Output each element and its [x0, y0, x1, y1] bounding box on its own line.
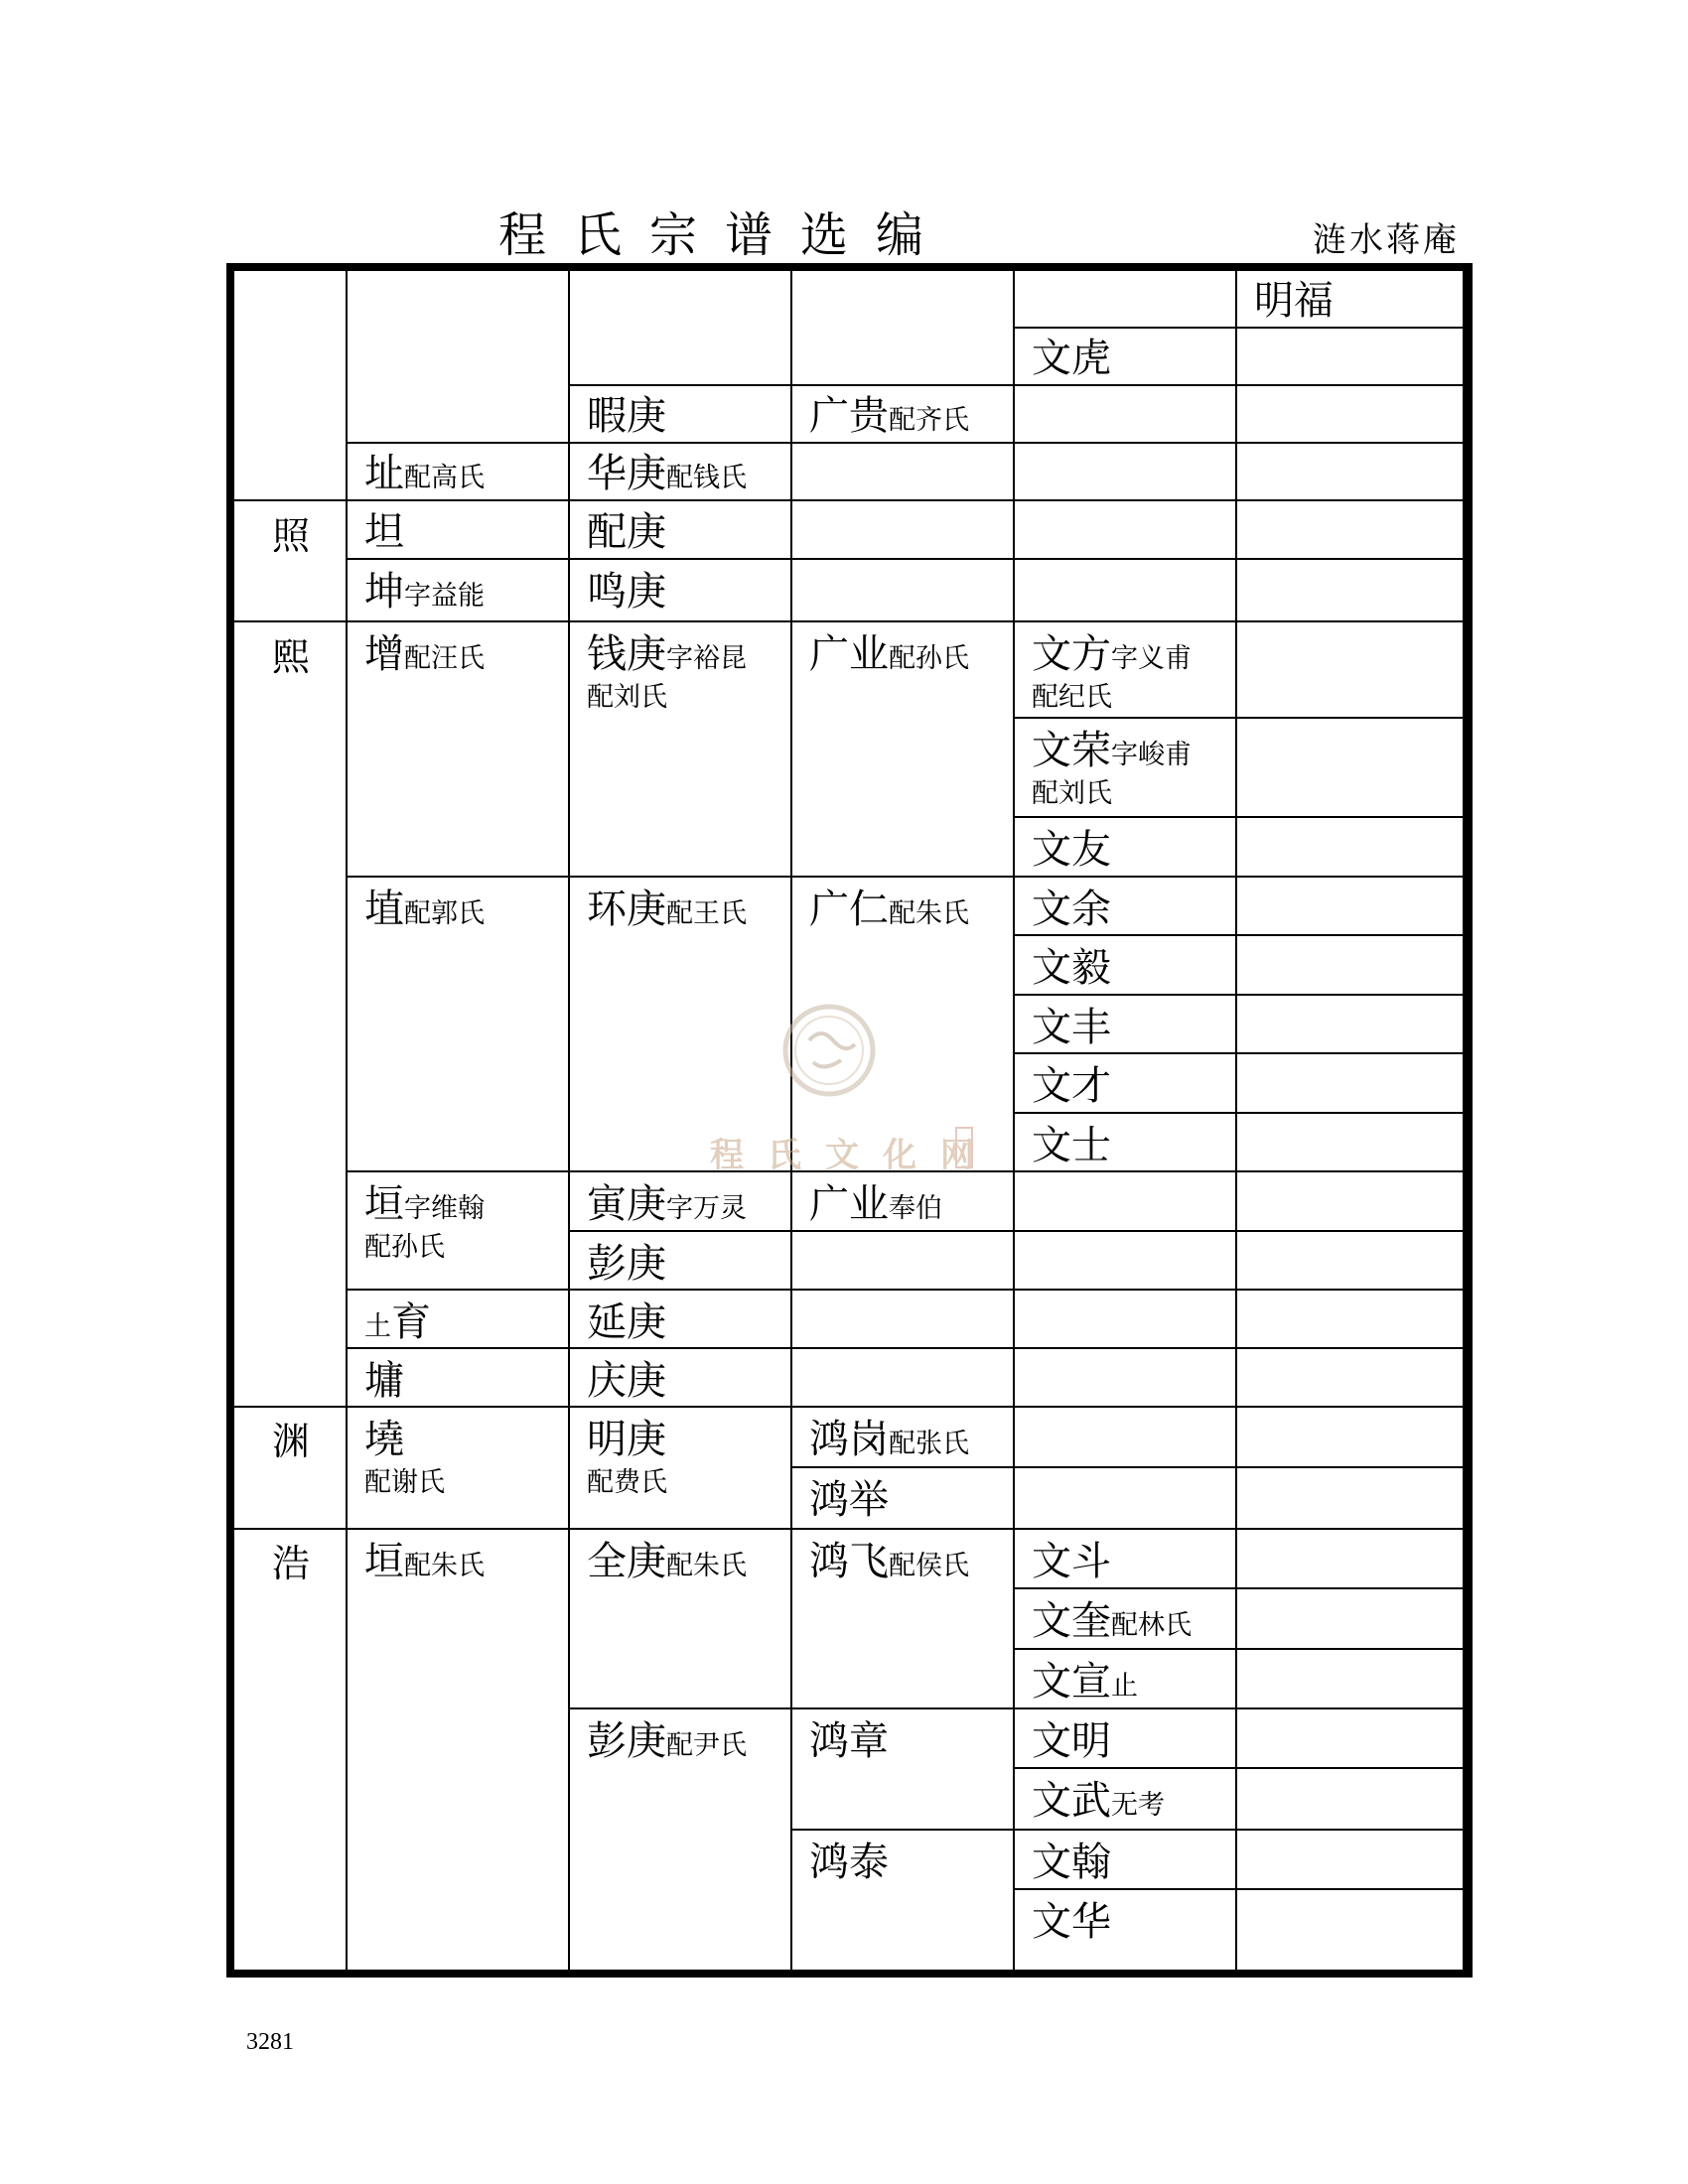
entry-name: 鸿岗 [809, 1417, 889, 1462]
entry-note: 配孙氏 [889, 643, 969, 674]
entry-name: 暇庚 [587, 393, 666, 439]
genealogy-entry [809, 1417, 969, 1462]
entry-note-line2: 配孙氏 [364, 1232, 445, 1263]
cell [1237, 1291, 1465, 1349]
cell [1237, 386, 1465, 444]
entry-note: 配朱氏 [404, 1551, 485, 1581]
cell [234, 1530, 348, 1970]
cell [792, 1291, 1015, 1349]
watermark [710, 1001, 998, 1175]
entry-name: 文荣 [1032, 728, 1111, 773]
entry-name: 文翰 [1032, 1840, 1111, 1885]
entry-name: 文华 [1032, 1899, 1111, 1945]
entry-note-line2: 配谢氏 [364, 1467, 445, 1498]
entry-note: 配高氏 [404, 463, 485, 493]
cell [1237, 1172, 1465, 1232]
cell [1237, 1114, 1465, 1172]
cell [1237, 1769, 1465, 1831]
generation-1-name: 熙 [272, 635, 311, 679]
entry-name: 文余 [1032, 887, 1111, 932]
entry-name: 鸿举 [809, 1477, 889, 1523]
genealogy-entry [587, 569, 666, 614]
cell [792, 560, 1015, 622]
genealogy-entry [587, 451, 747, 496]
genealogy-entry [587, 631, 747, 677]
entry-name: 文宣 [1032, 1659, 1111, 1705]
entry-name: 鸣庚 [587, 569, 666, 614]
entry-name: 华庚 [587, 451, 666, 496]
cell [1015, 560, 1237, 622]
genealogy-entry [1032, 1063, 1111, 1109]
entry-name: 广贵 [809, 393, 889, 439]
genealogy-entry [809, 887, 969, 932]
cell [1237, 1650, 1465, 1709]
genealogy-entry [1032, 1539, 1111, 1584]
entry-name: 寅庚 [587, 1181, 666, 1227]
genealogy-entry [1032, 1005, 1111, 1050]
genealogy-entry [587, 1299, 666, 1345]
cell [1015, 1232, 1237, 1291]
entry-note: 字裕昆 [666, 643, 747, 674]
genealogy-entry [1254, 278, 1334, 324]
entry-note-line2: 配费氏 [587, 1467, 667, 1498]
entry-note: 配侯氏 [889, 1551, 969, 1581]
genealogy-entry [587, 1241, 666, 1287]
cell [792, 1232, 1015, 1291]
entry-name: 文奎 [1032, 1598, 1111, 1644]
cell [234, 271, 348, 501]
entry-note: 配尹氏 [666, 1730, 747, 1761]
entry-name: 文士 [1032, 1123, 1111, 1168]
entry-name: 广仁 [809, 887, 889, 932]
entry-name: 增 [364, 631, 404, 677]
cell [1237, 1709, 1465, 1769]
entry-note: 配汪氏 [404, 643, 485, 674]
entry-note: 字义甫 [1111, 643, 1192, 674]
entry-note: 配王氏 [666, 898, 747, 929]
cell [1237, 444, 1465, 501]
entry-name: 钱庚 [587, 631, 666, 677]
page-subtitle: 涟水蒋庵 [1313, 220, 1460, 260]
entry-note: 配林氏 [1111, 1610, 1192, 1641]
cell [1237, 936, 1465, 996]
cell [1015, 1408, 1237, 1468]
entry-name: 全庚 [587, 1539, 666, 1584]
entry-name: 延庚 [587, 1299, 666, 1345]
genealogy-entry [1032, 1718, 1111, 1764]
entry-name: 坦 [364, 509, 404, 555]
entry-name: 彭庚 [587, 1718, 666, 1764]
entry-name: 坤 [364, 569, 404, 614]
cell [1015, 386, 1237, 444]
genealogy-entry [364, 887, 485, 932]
entry-note: 配朱氏 [666, 1551, 747, 1581]
entry-name: 鸿飞 [809, 1539, 889, 1584]
entry-note-line2: 配刘氏 [587, 682, 667, 713]
entry-name: 墉 [364, 1358, 404, 1404]
cell [1015, 1291, 1237, 1349]
entry-name: 垣 [364, 1539, 404, 1584]
genealogy-entry [364, 1539, 485, 1584]
genealogy-entry [1032, 887, 1111, 932]
entry-name: 庆庚 [587, 1358, 666, 1404]
entry-name: 址 [364, 451, 404, 496]
genealogy-entry [364, 631, 485, 677]
genealogy-entry [364, 1417, 404, 1462]
entry-name: 鸿章 [809, 1718, 889, 1764]
entry-name: 环庚 [587, 887, 666, 932]
cell [792, 501, 1015, 560]
entry-name: 文方 [1032, 631, 1111, 677]
genealogy-entry [1032, 1659, 1138, 1705]
genealogy-entry [809, 1840, 889, 1885]
entry-note: 字益能 [404, 581, 485, 612]
entry-note: 配钱氏 [666, 463, 747, 493]
entry-name: 文武 [1032, 1778, 1111, 1824]
cell [1237, 622, 1465, 719]
genealogy-entry [809, 631, 969, 677]
entry-note-line2: 配纪氏 [1032, 682, 1112, 713]
cell [1237, 1831, 1465, 1890]
entry-name: 墝 [364, 1417, 404, 1462]
cell [1237, 1349, 1465, 1408]
cell [1015, 1468, 1237, 1530]
entry-name: 文虎 [1032, 336, 1111, 381]
genealogy-entry [587, 1718, 747, 1764]
entry-name: 配庚 [587, 509, 666, 555]
genealogy-entry [364, 1358, 404, 1404]
entry-note: 奉伯 [889, 1193, 942, 1224]
entry-name: 育 [391, 1299, 431, 1345]
entry-name: 文丰 [1032, 1005, 1111, 1050]
entry-name: 文毅 [1032, 945, 1111, 991]
genealogy-entry [364, 1181, 485, 1227]
cell [570, 271, 792, 386]
genealogy-entry [809, 1539, 969, 1584]
entry-name: 广业 [809, 631, 889, 677]
generation-1-name: 照 [272, 514, 311, 558]
cell [792, 444, 1015, 501]
genealogy-entry [364, 569, 485, 614]
cell [1237, 560, 1465, 622]
genealogy-entry [587, 1539, 747, 1584]
genealogy-entry [809, 393, 969, 439]
cell [1237, 1468, 1465, 1530]
genealogy-entry [1032, 1778, 1165, 1824]
genealogy-entry [587, 1181, 747, 1227]
cell [348, 1530, 570, 1970]
cell [1015, 501, 1237, 560]
genealogy-entry [364, 451, 485, 496]
genealogy-entry [809, 1477, 889, 1523]
entry-prefix: 土 [364, 1311, 391, 1342]
genealogy-entry [1032, 728, 1192, 773]
watermark-text: 程氏文化网 [710, 1136, 998, 1175]
generation-1-name: 渊 [272, 1420, 311, 1463]
genealogy-entry [587, 1417, 666, 1462]
cell [1237, 818, 1465, 878]
entry-note: 配郭氏 [404, 898, 485, 929]
cell [792, 271, 1015, 386]
genealogy-entry [1032, 827, 1111, 873]
entry-note: 止 [1111, 1671, 1138, 1702]
genealogy-entry [1032, 336, 1111, 381]
genealogy-entry [1032, 1899, 1111, 1945]
entry-name: 明福 [1254, 278, 1334, 324]
cell [1237, 329, 1465, 386]
genealogy-entry [587, 887, 747, 932]
genealogy-entry [1032, 945, 1111, 991]
cell [1237, 1530, 1465, 1589]
genealogy-entry [809, 1181, 942, 1227]
entry-name: 鸿泰 [809, 1840, 889, 1885]
entry-note-line2: 配刘氏 [1032, 778, 1112, 809]
entry-name: 埴 [364, 887, 404, 932]
cell [1237, 1232, 1465, 1291]
entry-note: 无考 [1111, 1790, 1165, 1821]
entry-note: 配齐氏 [889, 405, 969, 436]
cell [1237, 719, 1465, 818]
entry-name: 文斗 [1032, 1539, 1111, 1584]
entry-name: 垣 [364, 1181, 404, 1227]
genealogy-entry [364, 509, 404, 555]
genealogy-entry [1032, 1123, 1111, 1168]
page-title: 程氏宗谱选编 [497, 207, 951, 263]
entry-note: 字峻甫 [1111, 740, 1192, 770]
cell [1015, 1349, 1237, 1408]
entry-note: 配张氏 [889, 1429, 969, 1459]
entry-note: 字维翰 [404, 1193, 485, 1224]
cell [1237, 1589, 1465, 1650]
entry-name: 明庚 [587, 1417, 666, 1462]
entry-name: 广业 [809, 1181, 889, 1227]
cell [1237, 1890, 1465, 1970]
generation-1-name: 浩 [272, 1542, 311, 1585]
cell [1015, 271, 1237, 329]
cell [1237, 501, 1465, 560]
cell [1237, 1054, 1465, 1114]
entry-name: 文友 [1032, 827, 1111, 873]
genealogy-entry [364, 1299, 431, 1345]
genealogy-entry [1032, 631, 1192, 677]
cell [348, 271, 570, 444]
entry-note: 字万灵 [666, 1193, 747, 1224]
entry-name: 文才 [1032, 1063, 1111, 1109]
genealogy-entry [1032, 1840, 1111, 1885]
cell [1015, 1172, 1237, 1232]
cell [1237, 1408, 1465, 1468]
genealogy-entry [1032, 1598, 1192, 1644]
entry-name: 文明 [1032, 1718, 1111, 1764]
cell [234, 622, 348, 1408]
genealogy-entry [809, 1718, 889, 1764]
genealogy-entry [587, 393, 666, 439]
entry-name: 彭庚 [587, 1241, 666, 1287]
genealogy-entry [587, 509, 666, 555]
cell [1237, 878, 1465, 936]
cell [1015, 444, 1237, 501]
entry-note: 配朱氏 [889, 898, 969, 929]
page-number: 3281 [246, 2029, 294, 2055]
cell [1237, 996, 1465, 1054]
genealogy-entry [587, 1358, 666, 1404]
cell [792, 1349, 1015, 1408]
